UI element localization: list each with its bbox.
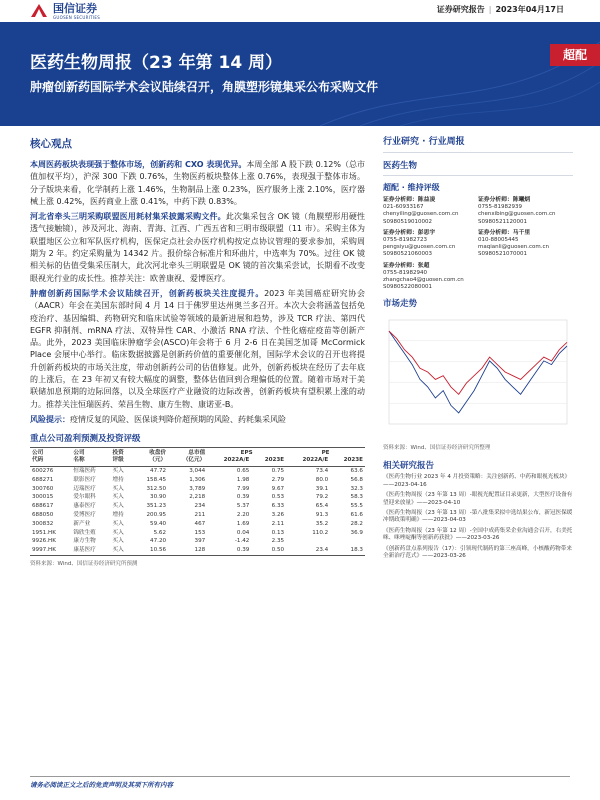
analyst-role: 证券分析师： (478, 197, 513, 203)
table-cell: 36.9 (350, 529, 363, 536)
table-cell: 55.5 (350, 503, 363, 510)
table-cell: 买入 (112, 467, 124, 474)
table-cell: 688050 (32, 511, 54, 518)
table-cell: 56.8 (350, 476, 363, 483)
analyst-card (383, 197, 478, 226)
analyst-card (478, 230, 573, 259)
table-cell: 恒瑞医药 (73, 467, 96, 474)
table-cell: 0.75 (271, 467, 285, 474)
table-cell: 688271 (32, 476, 54, 483)
table-cell: 爱博医疗 (73, 511, 96, 518)
col-header: PE (286, 447, 365, 457)
analyst-cert: S0980522080001 (383, 284, 432, 291)
analyst-name: 马千里 (512, 229, 531, 236)
table-cell: 2.20 (236, 511, 250, 518)
table-row (30, 493, 365, 502)
analyst-name: 陈曦炳 (512, 197, 531, 203)
title-banner (0, 22, 600, 126)
rating-badge: 超配 (550, 44, 600, 66)
table-cell: 110.2 (312, 529, 329, 536)
table-cell: 9997.HK (30, 546, 71, 555)
analyst-email[interactable]: chenxibing@guosen.com.cn (478, 211, 556, 218)
table-cell: 0.65 (236, 467, 250, 474)
table-cell: 1,306 (189, 476, 206, 483)
table-cell: 47.72 (150, 467, 167, 474)
risk-warning (30, 414, 365, 426)
paragraph-market (30, 159, 365, 208)
analyst-name: 陈益凌 (417, 197, 436, 203)
table-cell: 3.26 (271, 511, 285, 518)
analyst-name: 彭思宇 (417, 229, 436, 236)
table-cell: 18.3 (330, 546, 365, 555)
table-row (30, 511, 365, 520)
market-trend-chart (383, 312, 573, 442)
table-cell: 2.79 (271, 476, 285, 483)
table-cell: 增持 (112, 511, 124, 518)
col-header: 公司 (71, 447, 110, 457)
table-cell: 153 (194, 529, 206, 536)
table-cell: 买入 (112, 520, 124, 527)
table-cell: 80.0 (315, 476, 329, 483)
table-cell: 200.95 (146, 511, 167, 518)
analyst-card (383, 230, 478, 259)
paragraph-lead: 肿瘤创新药国际学术会议陆续召开，创新药板块关注度提升。 (30, 288, 265, 298)
table-cell: 新产业 (73, 520, 91, 527)
table-cell: 0.53 (271, 494, 285, 501)
related-report-item[interactable]: 《创新药盘点系列报告（17）：引领现代制药的第三座高峰，小核酸药物带来全新治疗范式》——2023-03-26 (383, 545, 572, 560)
table-cell: 爱尔眼科 (73, 494, 96, 501)
table-row (30, 485, 365, 494)
analyst-name: 张超 (417, 262, 430, 269)
table-cell: 23.4 (286, 546, 330, 555)
analyst-role: 证券分析师： (383, 262, 418, 269)
table-cell: 5.37 (236, 503, 250, 510)
paragraph-innovative-drugs (30, 288, 365, 411)
table-cell: 康基医疗 (71, 546, 110, 555)
analyst-cert: S0980521060003 (383, 251, 432, 258)
analyst-email[interactable]: chenyiling@guosen.com.cn (383, 211, 459, 218)
col-header: 2022A/E (286, 457, 330, 467)
related-report-item[interactable]: 《医药生物周报（23 年第 12 周）-全国中成药集采企业沟通会召开，右美托咪、咪唑啶酮等创新药获批》——2023-03-26 (383, 527, 573, 542)
analyst-card (478, 197, 573, 226)
table-cell: 0.50 (251, 546, 286, 555)
table-cell: 买入 (111, 546, 134, 555)
chart-source: 资料来源：Wind、国信证券经济研究所整理 (383, 445, 491, 452)
chart-svg (383, 312, 573, 442)
trend-heading: 市场走势 (383, 299, 418, 310)
company-name-cn: 国信证券 (53, 1, 97, 15)
report-meta: 证券研究报告 | 2023年04月17日 (436, 5, 564, 14)
analyst-cert: S0980521070001 (478, 251, 527, 258)
table-cell (330, 537, 365, 546)
paragraph-ok-lens (30, 211, 365, 285)
table-cell: 63.6 (350, 467, 363, 474)
table-cell: 158.45 (146, 476, 167, 483)
col-header: 名称 (71, 457, 110, 467)
sector-label: 医药生物 (383, 153, 573, 176)
related-heading: 相关研究报告 (383, 461, 435, 472)
table-cell: 211 (194, 511, 206, 518)
risk-body: 疫情反复的风险、医保谈判降价超预期的风险、药耗集采风险 (70, 414, 286, 424)
table-cell: 迈瑞医疗 (73, 485, 96, 492)
col-header: 公司 (30, 447, 71, 457)
table-cell: 9926.HK (32, 538, 56, 545)
table-cell: 买入 (112, 494, 124, 501)
table-cell: 康方生物 (73, 538, 96, 545)
footer-divider (30, 776, 570, 777)
table-cell: 79.2 (315, 494, 329, 501)
table-cell: 91.3 (315, 511, 329, 518)
core-heading: 核心观点 (30, 138, 72, 150)
footer-disclaimer: 请务必阅读正文之后的免责声明及其项下所有内容 (30, 781, 173, 789)
table-cell: 39.1 (315, 485, 329, 492)
table-cell: 397 (194, 538, 206, 545)
table-cell: 58.3 (350, 494, 363, 501)
analyst-role: 证券分析师： (383, 197, 418, 203)
table-cell: 3,789 (189, 485, 206, 492)
table-cell: 惠泰医疗 (73, 503, 96, 510)
table-cell: 28.2 (350, 520, 363, 527)
table-cell: 买入 (112, 503, 124, 510)
report-type: 证券研究报告 (436, 5, 485, 14)
paragraph-body: 此次集采包含 OK 镜（角膜塑形用硬性透气接触镜），涉及河北、海南、青海、江西、广西五省和三明市级联盟（11 市）。采购主体为联盟地区公立和军队医疗机构，医保定点社会办医疗机构按定点协议管理的要求参加，采购周期为 2 年。约定采购量为 14342 片。报价综合标准片和环曲片，中选率为 70%。过往 OK 镜相关标的估值受集采压制大，此次河北牵头三明联盟是 OK 镜的首次集采尝试，长期看不改变眼视光行业的成长性。推荐关注：欧普康视、爱博医疗。 (30, 212, 365, 283)
report-subtitle: 肿瘤创新药国际学术会议陆续召开，角膜塑形镜集采公布采购文件 (30, 80, 379, 94)
analyst-phone: 0755-81982940 (383, 269, 427, 276)
paragraph-lead: 河北省牵头三明采购联盟医用耗材集采披露采购文件。 (30, 212, 226, 222)
table-row (30, 476, 365, 485)
col-header: 收盘价 (133, 447, 168, 457)
table-cell: 35.2 (315, 520, 329, 527)
table-cell: 10.56 (133, 546, 168, 555)
table-cell: 59.40 (150, 520, 167, 527)
col-header: 投资 (111, 447, 134, 457)
related-report-item[interactable]: 《医药生物行业 2023 年 4 月投资策略：关注创新药、中药和眼视光板块》——2023-04-16 (383, 474, 571, 488)
report-title: 医药生物周报（23 年第 14 周） (30, 53, 283, 73)
table-cell: 1.69 (236, 520, 250, 527)
analyst-role: 证券分析师： (383, 229, 418, 236)
table-cell: 买入 (112, 485, 124, 492)
table-cell: 600276 (32, 467, 54, 474)
table-cell: 73.4 (315, 467, 329, 474)
paragraph-body: 2023 年美国癌症研究协会（AACR）年会在美国东部时间 4 月 14 日于佛罗里达州奥兰多召开。本次大会将涵盖包括免疫治疗、基因编辑、药物研究和临床试验等领域的最新进展和趋势，涉及 TCR 疗法、第四代 EGFR 抑制剂、mRNA 疗法、双特异性 CAR、小激活 RNA 疗法、个性化癌症疫苗等创新产品。此外，2023 美国临床肿瘤学会(ASCO)年会将于 6 月 2-6 日在美国芝加哥 McCormick Place 会展中心举行。临床数据披露是创新药价值的重要催化剂，国际学术会议的召开也将提升创新药板块的市场关注度，带动创新药公司的估值修复。此外，创新药板块在经历了去年底的上涨后，在 23 年初又有较大幅度的调整，整体估值回到合理偏低的位置。随着市场对于美联储加息预期的边际回落，以及全球医疗产业融资的边际改善，创新药板块有望积累上涨的动力。推荐关注恒瑞医药、荣昌生物、康方生物、康诺亚-B。 (30, 288, 366, 409)
analyst-card (383, 263, 478, 292)
table-cell: 2.35 (271, 538, 285, 545)
banner-decoration (300, 22, 600, 126)
analyst-role: 证券分析师： (478, 229, 513, 236)
table-cell: 6.33 (271, 503, 285, 510)
industry-label: 行业研究 · 行业周报 (383, 132, 573, 153)
col-header: 2023E (251, 457, 286, 467)
table-cell: 增持 (112, 476, 124, 483)
table-row (30, 546, 365, 555)
table-cell: 联影医疗 (73, 476, 96, 483)
rating-label: 超配 · 维持评级 (383, 183, 440, 192)
col-header: 总市值 (168, 447, 207, 457)
table-row (30, 537, 365, 546)
table-cell: -1.42 (234, 538, 250, 545)
main-column (30, 132, 365, 567)
col-header: 2022A/E (207, 457, 251, 467)
company-name-en: GUOSEN SECURITIES (53, 14, 101, 20)
table-cell: 0.04 (236, 529, 250, 536)
col-header: （元） (133, 457, 168, 467)
logo-icon (30, 3, 48, 19)
table-cell: 300760 (32, 485, 54, 492)
analyst-phone: 021-60933167 (383, 204, 424, 211)
related-report-item[interactable]: 《医药生物周报（23 年第 13 周）-眼视光配置证目录更新，大型医疗设备有望迎来放量》——2023-04-10 (383, 492, 573, 506)
table-row (30, 466, 365, 475)
table-cell: 0.39 (207, 546, 251, 555)
analyst-email[interactable]: zhangchao4@guosen.com.cn (383, 277, 464, 284)
table-cell: 买入 (112, 538, 124, 545)
side-column (383, 132, 573, 564)
table-cell: 467 (194, 520, 206, 527)
table-cell: 0.39 (236, 494, 250, 501)
table-title: 重点公司盈利预测及投资评级 (30, 433, 141, 444)
table-cell: 300832 (32, 520, 54, 527)
analyst-cert: S0980521120001 (478, 218, 527, 225)
table-cell: 128 (168, 546, 207, 555)
col-header: 2023E (330, 457, 365, 467)
analyst-list (383, 197, 573, 291)
table-cell: 2.11 (271, 520, 285, 527)
table-cell: 688617 (32, 503, 54, 510)
table-cell: 312.50 (146, 485, 167, 492)
paragraph-body: 本周全部 A 股下跌 0.12%（总市值加权平均），沪深 300 下跌 0.76%，生物医药板块整体上涨 0.76%，表现强于整体市场。分子版块来看，化学制药上涨 1.46%，生物制品上涨 0.23%，医疗服务上涨 2.10%，医疗器械上涨 0.42%，医药商业上涨 0.41%，中药下跌 0.83%。 (30, 160, 366, 206)
table-cell: 30.90 (150, 494, 167, 501)
table-cell: 351.23 (146, 503, 167, 510)
table-cell: 32.3 (350, 485, 363, 492)
table-cell: 61.6 (350, 511, 363, 518)
table-cell: 47.20 (150, 538, 167, 545)
analyst-phone: 010-88005445 (478, 237, 519, 244)
table-cell: 7.99 (236, 485, 250, 492)
table-row (30, 502, 365, 511)
table-cell: 买入 (112, 529, 124, 536)
col-header: 评级 (111, 457, 134, 467)
analyst-email[interactable]: maqianli@guosen.com.cn (478, 244, 549, 251)
table-cell: 65.4 (315, 503, 329, 510)
table-cell: 234 (194, 503, 206, 510)
col-header: EPS (207, 447, 286, 457)
related-report-item[interactable]: 《医药生物周报（23 年第 13 周）-第八批集采拟中选结果公布，新冠医保缓冲期政策明确》——2023-04-03 (383, 510, 573, 524)
table-cell: 5.62 (153, 529, 167, 536)
table-cell: 300015 (32, 494, 54, 501)
col-header: （亿元） (168, 457, 207, 467)
related-list (383, 474, 573, 560)
table-cell: 2,218 (189, 494, 206, 501)
analyst-phone: 0755-81982723 (383, 237, 427, 244)
table-row (30, 529, 365, 538)
table-cell: 9.67 (271, 485, 285, 492)
report-date: 2023年04月17日 (495, 5, 564, 14)
table-cell (286, 537, 330, 546)
top-bar (0, 0, 600, 22)
table-cell: 0.13 (271, 529, 285, 536)
table-cell: 1951.HK (32, 529, 56, 536)
analyst-phone: 0755-81982939 (478, 204, 522, 211)
col-header: 代码 (30, 457, 71, 467)
risk-lead: 风险提示： (30, 414, 70, 424)
table-source: 资料来源：Wind、国信证券经济研究所预测 (30, 560, 138, 567)
forecast-table (30, 447, 365, 556)
table-cell: 锦欣生殖 (73, 529, 96, 536)
table-cell: 1.98 (236, 476, 250, 483)
analyst-email[interactable]: pengsiyu@guosen.com.cn (383, 244, 456, 251)
table-row (30, 520, 365, 529)
analyst-cert: S0980519010002 (383, 218, 432, 225)
paragraph-lead: 本周医药板块表现强于整体市场，创新药和 CXO 表现优异。 (30, 160, 247, 169)
table-cell: 3,044 (189, 467, 206, 474)
company-logo (30, 0, 100, 22)
